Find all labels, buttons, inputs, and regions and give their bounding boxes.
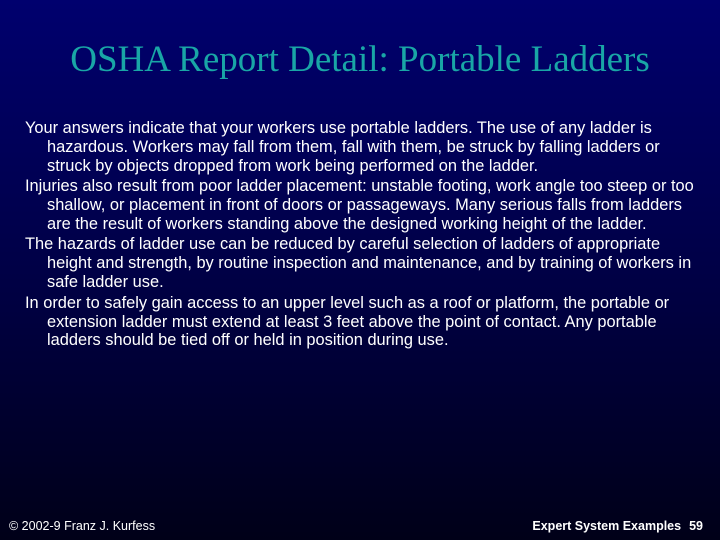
paragraph-safe-access: In order to safely gain access to an upper level such as a roof or platform, the portable or extension ladder must extend at least 3 feet above the point of contact. Any portable ladders should be tied off or held in position during use.: [25, 293, 670, 350]
footer-section: [532, 519, 703, 533]
paragraph-hazard-reduction: The hazards of ladder use can be reduced by careful selection of ladders of appropriate height and strength, by routine inspection and maintenance, and by training of workers in safe ladder use.: [25, 235, 692, 292]
paragraph-ladder-placement: Injuries also result from poor ladder placement: unstable footing, work angle too steep or too shallow, or placement in front of doors or passageways. Many serious falls from ladders are the result of workers standing above the designed working height of the ladder.: [25, 177, 694, 234]
footer-section-title: Expert System Examples: [532, 519, 682, 533]
slide-title: OSHA Report Detail: Portable Ladders: [70, 39, 650, 80]
page-number: 59: [689, 519, 703, 533]
paragraph-portable-ladder-use: Your answers indicate that your workers use portable ladders. The use of any ladder is hazardous. Workers may fall from them, fall with them, be struck by falling ladders or struck by objects dropped from work being performed on the ladder.: [25, 119, 660, 175]
slide-body: [25, 119, 705, 352]
footer-copyright: © 2002-9 Franz J. Kurfess: [9, 519, 156, 533]
